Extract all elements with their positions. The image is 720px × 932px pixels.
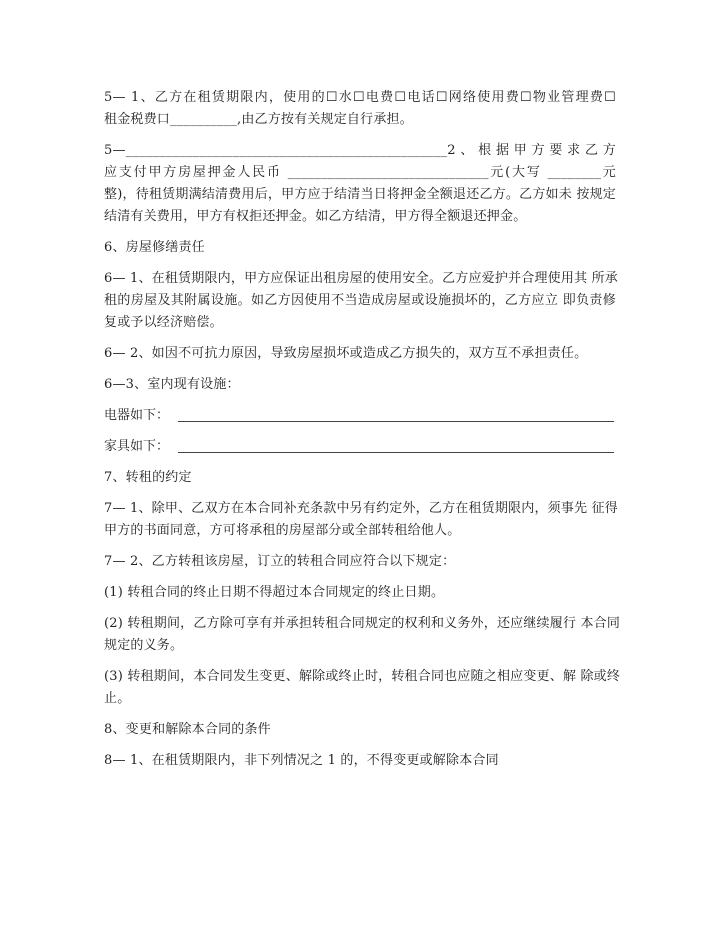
- clause-7-1-line-2: 甲方的书面同意，方可将承租的房屋部分或全部转租给他人。: [104, 523, 461, 538]
- furniture-fill-line: [178, 452, 614, 453]
- item-3-line-2: 止。: [104, 691, 131, 706]
- clause-5-2-line-4: 结清有关费用，甲方有权拒还押金。如乙方结清，甲方得全额退还押金。: [104, 209, 527, 224]
- clause-5-2-line-1: 5—________________________________________________2、根据甲方要求乙方: [104, 143, 616, 158]
- section-8-heading: 8、变更和解除本合同的条件: [104, 722, 271, 737]
- clause-5-1-line-2: 租金税费口__________,由乙方按有关规定自行承担。: [104, 112, 413, 127]
- clause-6-1-line-3: 复或予以经济赔偿。: [104, 315, 223, 330]
- clause-6-1-line-1: 6— 1、在租赁期限内，甲方应保证出租房屋的使用安全。乙方应爱护并合理使用其 所承: [104, 271, 619, 286]
- clause-6-2: 6— 2、如因不可抗力原因，导致房屋损坏或造成乙方损失的，双方互不承担责任。: [104, 346, 588, 361]
- section-6-heading: 6、房屋修缮责任: [104, 240, 205, 255]
- item-2-line-2: 规定的义务。: [104, 638, 184, 653]
- appliances-label: 电器如下：: [104, 408, 170, 423]
- clause-7-1-line-1: 7— 1、除甲、乙双方在本合同补充条款中另有约定外，乙方在租赁期限内，须事先 征得: [104, 501, 619, 516]
- clause-6-3: 6—3、室内现有设施：: [104, 377, 240, 392]
- clause-5-1-line-1: 5— 1、乙方在租赁期限内，使用的☐水☐电费☐电话☐网络使用费☐物业管理费☐: [104, 90, 616, 105]
- clause-6-1-line-2: 租的房屋及其附属设施。如乙方因使用不当造成房屋或设施损坏的，乙方应立 即负责修: [104, 293, 616, 308]
- clause-7-2: 7— 2、乙方转租该房屋，订立的转租合同应符合以下规定：: [104, 554, 456, 569]
- clause-5-2-line-2: 应支付甲方房屋押金人民币 ______________________________元(大写 ________元: [104, 165, 616, 180]
- item-2-line-1: (2) 转租期间，乙方除可享有并承担转租合同规定的权利和义务外，还应继续履行 本合同: [104, 616, 621, 631]
- item-3-line-1: (3) 转租期间，本合同发生变更、解除或终止时，转租合同也应随之相应变更、解 除或终: [104, 669, 621, 684]
- clause-8-1: 8— 1、在租赁期限内，非下列情况之 1 的，不得变更或解除本合同: [104, 753, 499, 768]
- appliances-fill-line: [178, 421, 614, 422]
- clause-5-2-line-3: 整)，待租赁期满结清费用后，甲方应于结清当日将押金全额退还乙方。乙方如未 按规定: [104, 187, 616, 202]
- section-7-heading: 7、转租的约定: [104, 470, 192, 485]
- furniture-label: 家具如下：: [104, 439, 170, 454]
- item-1: (1) 转租合同的终止日期不得超过本合同规定的终止日期。: [104, 585, 445, 600]
